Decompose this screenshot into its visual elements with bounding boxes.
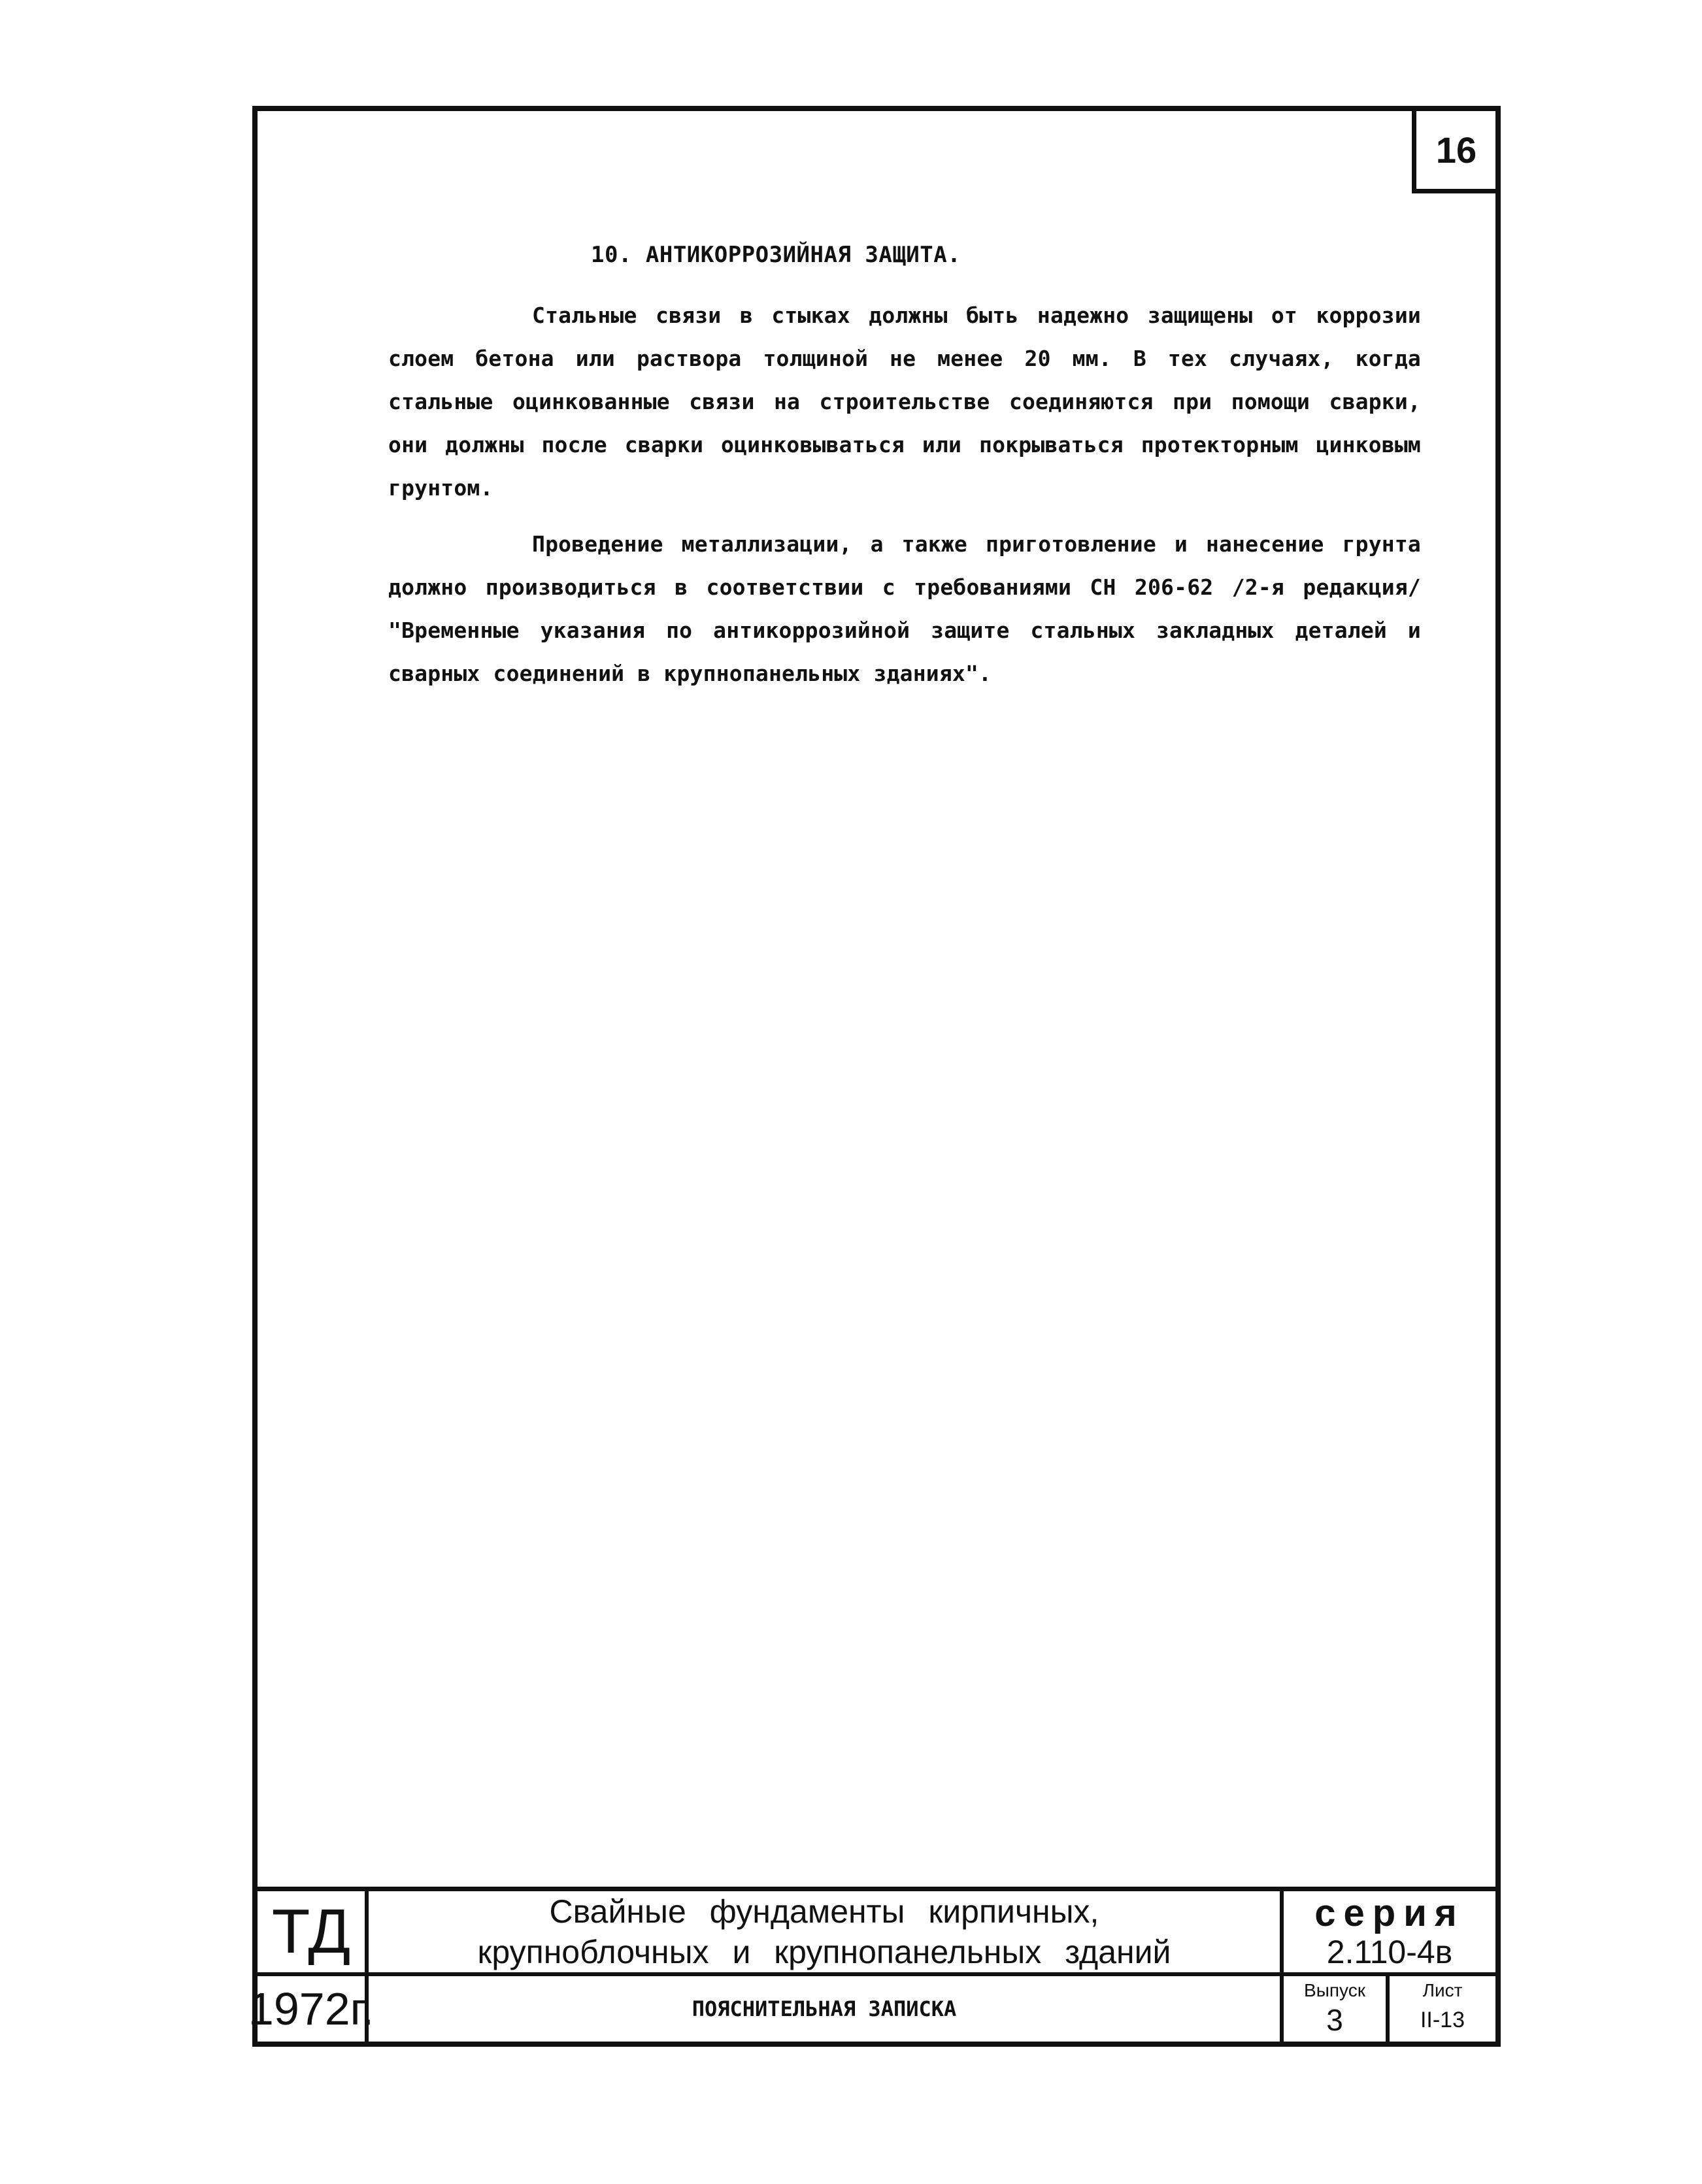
paragraph: Проведение металлизации, а также приготовление и нанесение грунта должно производиться в соответствии с требованиями СН 206-62 /2-я редакция/ "Временные указания по антикоррозийной защите стальных закладных деталей и сварных соединений в крупнопанельных зданиях". — [388, 531, 1421, 686]
drawing-frame — [248, 106, 1501, 2047]
organization-code: ТД — [258, 1891, 369, 1976]
section-title: 10. АНТИКОРРОЗИЙНАЯ ЗАЩИТА. — [591, 242, 961, 268]
project-title-line-1: Свайные фундаменты кирпичных, — [549, 1893, 1099, 1930]
paragraph: Стальные связи в стыках должны быть надежно защищены от коррозии слоем бетона или раствора толщиной не менее 20 мм. В тех случаях, когда стальные оцинкованные связи на строительстве соединяются при помощи сварки, они должны после сварки оцинковываться или покрываться протекторным цинковым грунтом. — [388, 303, 1421, 501]
issue-cell — [1284, 1976, 1390, 2042]
project-title — [369, 1891, 1284, 1976]
series-label: серия — [1314, 1891, 1465, 1934]
issue-label: Выпуск — [1304, 1980, 1365, 2000]
series-value: 2.110-4в — [1284, 1932, 1495, 1976]
page-number: 16 — [1412, 106, 1501, 193]
sheet-cell — [1390, 1976, 1495, 2042]
sheet-label: Лист — [1422, 1980, 1463, 2000]
document-name: ПОЯСНИТЕЛЬНАЯ ЗАПИСКА — [369, 1976, 1284, 2042]
year: 1972г. — [258, 1976, 369, 2042]
project-title-line-2: крупноблочных и крупнопанельных зданий — [477, 1934, 1171, 1970]
issue-value: 3 — [1326, 2003, 1343, 2037]
document-body — [388, 242, 1421, 708]
sheet-value: II-13 — [1420, 2008, 1465, 2032]
title-block — [248, 1887, 1495, 2042]
